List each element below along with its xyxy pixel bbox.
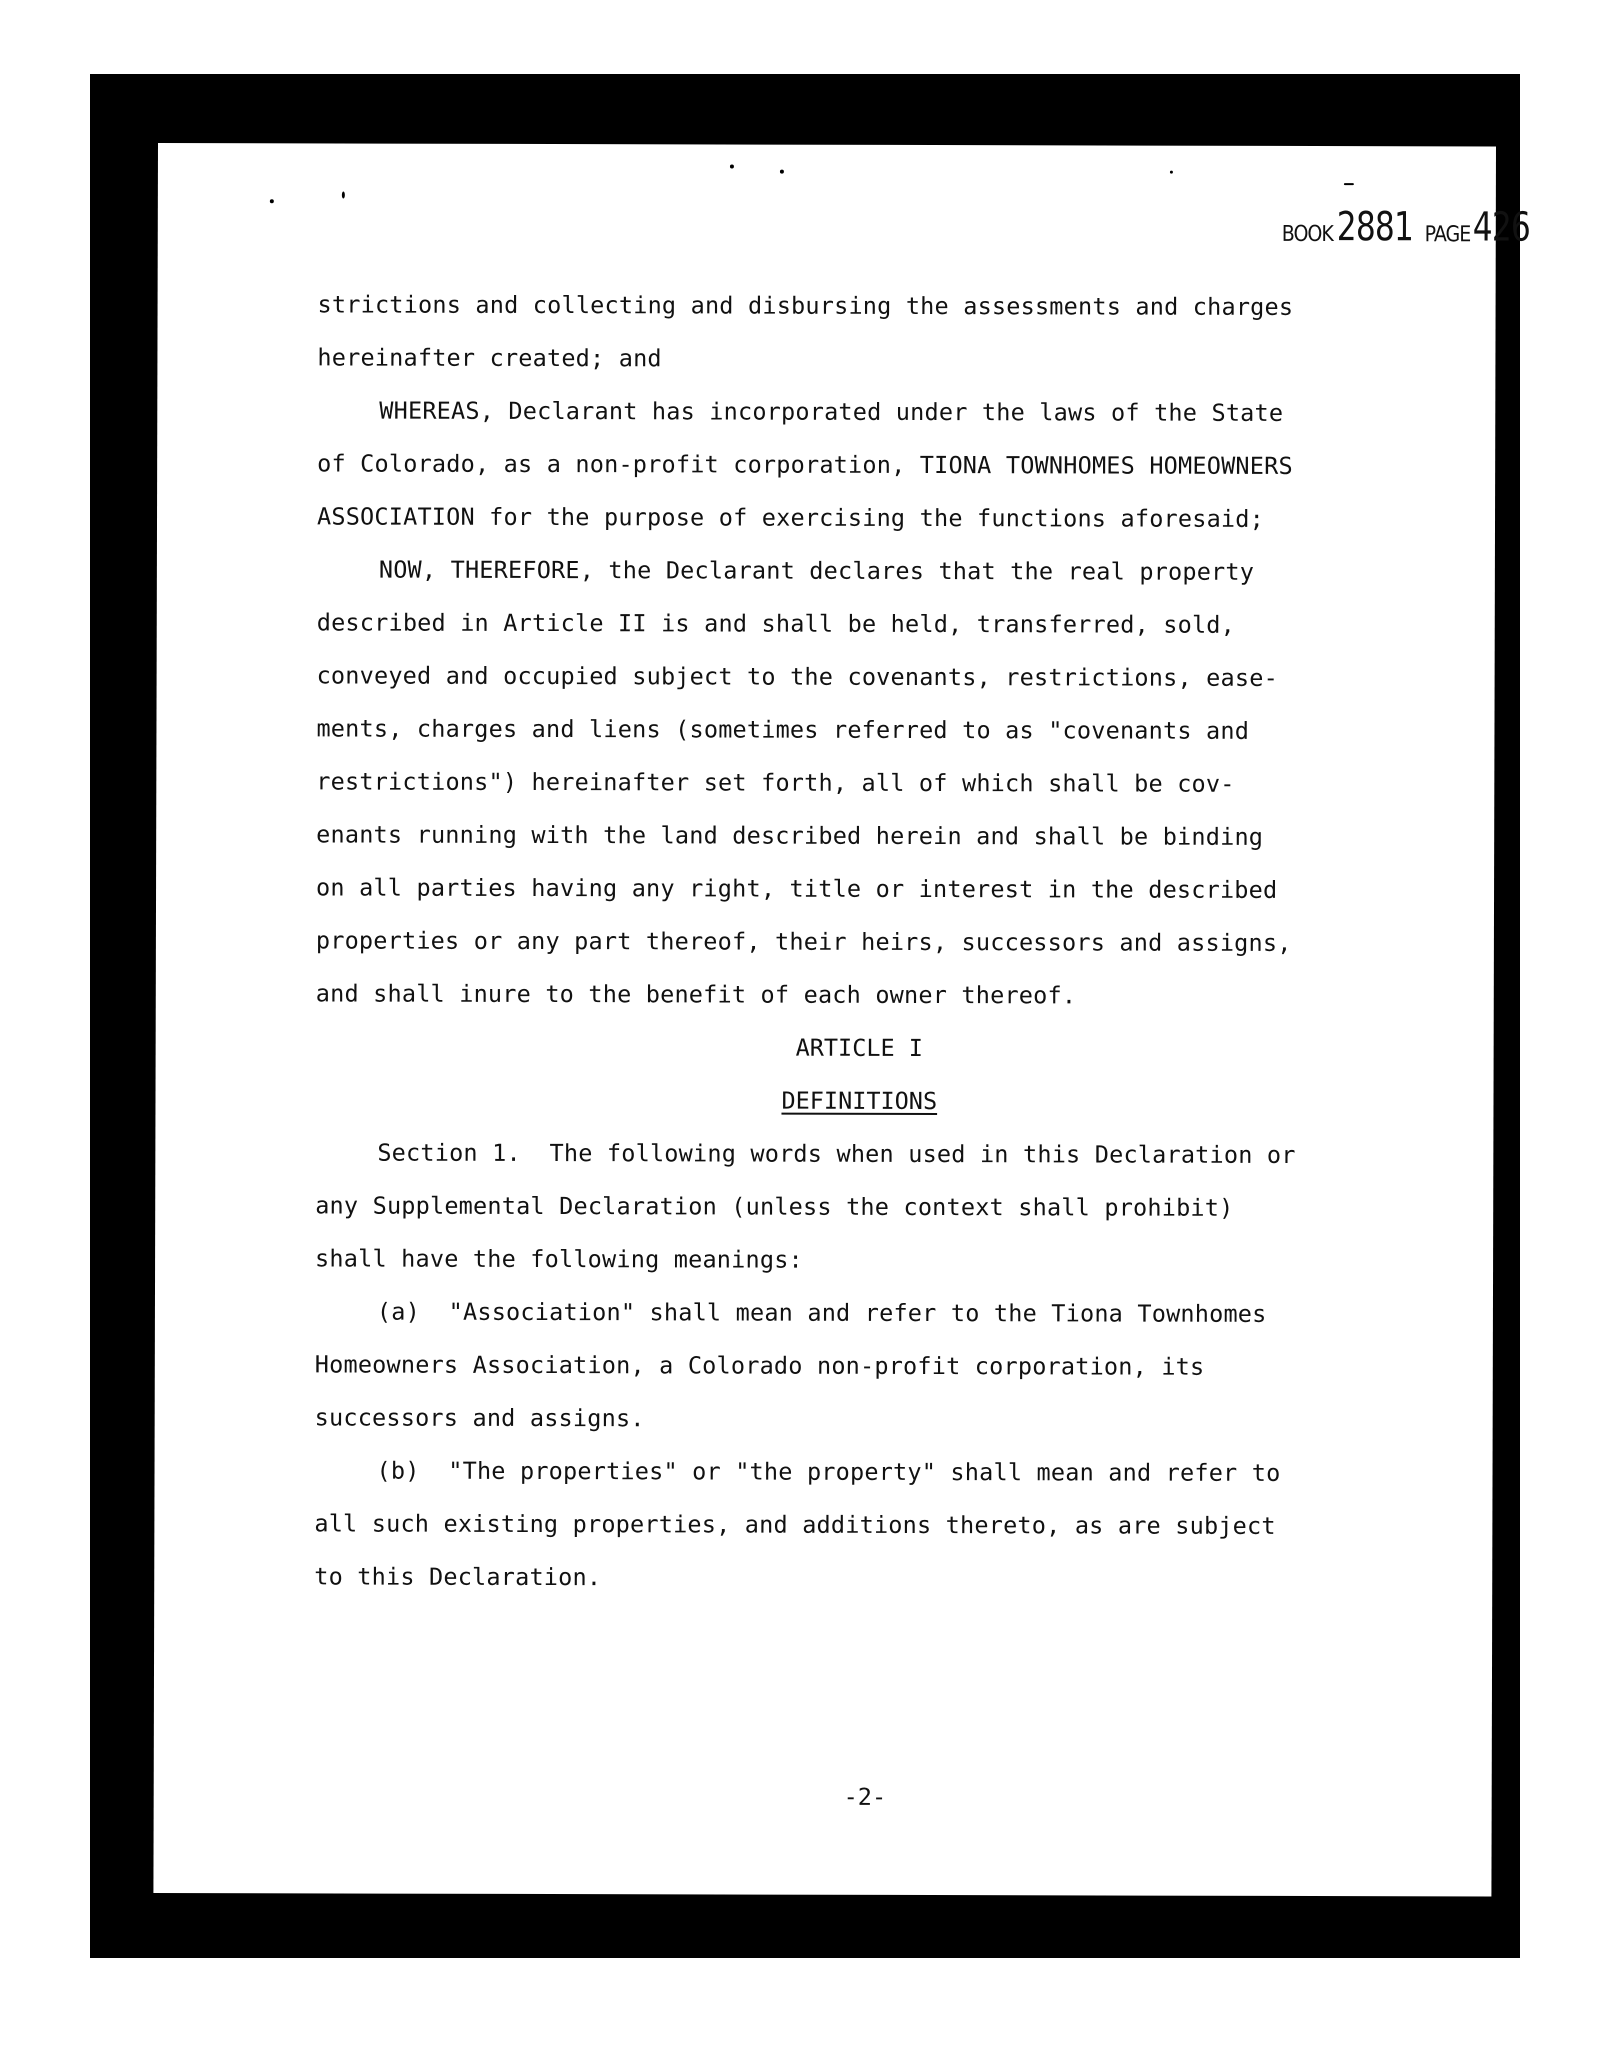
section-line: Section 1. The following words when used in this Declaration or <box>377 1138 1296 1169</box>
section-line: all such existing properties, and additions thereto, as are subject <box>314 1509 1276 1540</box>
body-line: WHEREAS, Declarant has incorporated under the laws of the State <box>379 396 1284 427</box>
article-heading: ARTICLE I <box>795 1033 924 1063</box>
body-line: strictions and collecting and disbursing the assessments and charges <box>317 290 1294 321</box>
document-page <box>153 143 1530 1896</box>
body-line: enants running with the land described herein and shall be binding <box>316 820 1264 851</box>
body-line: on all parties having any right, title or interest in the described <box>316 873 1278 904</box>
section-line: (b) "The properties" or "the property" shall mean and refer to <box>376 1456 1281 1487</box>
document-body <box>314 290 1398 1592</box>
body-line: NOW, THEREFORE, the Declarant declares that the real property <box>378 555 1255 586</box>
body-line: properties or any part thereof, their heirs, successors and assigns, <box>315 926 1292 957</box>
body-line: restrictions") hereinafter set forth, all of which shall be cov- <box>316 767 1235 798</box>
body-line: of Colorado, as a non-profit corporation, TIONA TOWNHOMES HOMEOWNERS <box>317 449 1293 480</box>
body-line: ments, charges and liens (sometimes referred to as "covenants and <box>316 714 1250 745</box>
body-line: and shall inure to the benefit of each owner thereof. <box>315 979 1077 1010</box>
scan-speck <box>730 164 734 168</box>
scan-speck <box>342 191 345 198</box>
scan-speck <box>1170 171 1173 174</box>
page-footer-number: -2- <box>843 1782 887 1811</box>
page-label: PAGE <box>1424 221 1471 248</box>
body-line: described in Article II is and shall be held, transferred, sold, <box>316 608 1236 639</box>
scan-speck <box>270 199 274 203</box>
book-number: 2881 <box>1336 204 1414 251</box>
article-title: DEFINITIONS <box>781 1086 938 1116</box>
book-page-stamp <box>1282 204 1542 251</box>
section-line: successors and assigns. <box>314 1403 645 1433</box>
scan-speck <box>1344 183 1354 185</box>
body-line: ASSOCIATION for the purpose of exercising the functions aforesaid; <box>316 502 1265 533</box>
section-line: Homeowners Association, a Colorado non-profit corporation, its <box>314 1350 1205 1381</box>
page-number: 426 <box>1472 204 1530 251</box>
book-label: BOOK <box>1281 221 1333 247</box>
section-line: (a) "Association" shall mean and refer to the Tiona Townhomes <box>376 1297 1267 1328</box>
section-line: any Supplemental Declaration (unless the context shall prohibit) <box>315 1191 1234 1222</box>
section-line: shall have the following meanings: <box>315 1244 803 1274</box>
body-line: hereinafter created; and <box>317 343 662 373</box>
section-line: to this Declaration. <box>314 1562 602 1592</box>
body-line: conveyed and occupied subject to the covenants, restrictions, ease- <box>316 661 1278 692</box>
scan-speck <box>780 170 784 174</box>
